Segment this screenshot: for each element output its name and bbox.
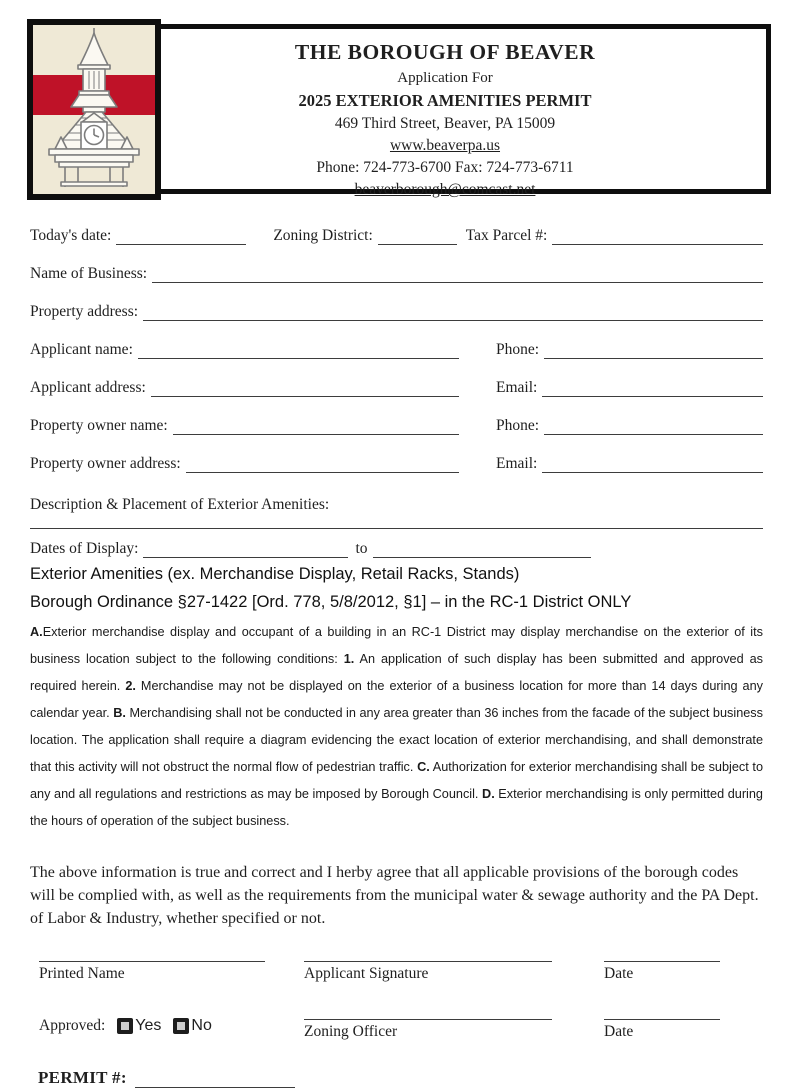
- yes-label: Yes: [135, 1016, 162, 1034]
- business-name-label: Name of Business:: [30, 265, 148, 282]
- borough-ordinance-heading: Borough Ordinance §27-1422 [Ord. 778, 5/8/2012, §1] – in the RC-1 District ONLY: [30, 593, 632, 611]
- signature-row-1: [39, 960, 763, 983]
- zoning-district-label: Zoning District:: [273, 227, 373, 244]
- display-start-date-blank[interactable]: [143, 540, 348, 558]
- date2-label: Date: [604, 1023, 634, 1040]
- clock-tower-logo-icon: [33, 25, 155, 194]
- affirmation-paragraph: The above information is true and correct and I herby agree that all applicable provisions of the borough codes will be complied with, as well as the requirements from the municipal water & sewage authority and the PA Dept. of Labor & Industry, whether specified or not.: [30, 864, 759, 927]
- permit-number-label: PERMIT #:: [38, 1068, 127, 1087]
- printed-name-blank[interactable]: [39, 960, 265, 962]
- borough-logo-frame: [27, 19, 161, 200]
- applicant-address-blank[interactable]: [151, 379, 459, 397]
- description-blank[interactable]: [30, 527, 763, 529]
- applicant-address-label: Applicant address:: [30, 379, 146, 396]
- form-header: [27, 19, 771, 200]
- borough-title: THE BOROUGH OF BEAVER: [294, 40, 596, 64]
- applicant-signature-blank[interactable]: [304, 960, 552, 962]
- applicant-email-label: Email:: [496, 379, 538, 396]
- permit-application-form: [0, 19, 791, 1087]
- spacer: [304, 995, 552, 1018]
- row-applicant-name: [30, 341, 763, 359]
- checkbox-inner: [177, 1022, 185, 1030]
- row-owner-address: [30, 455, 763, 473]
- application-for-label: Application For: [397, 69, 493, 86]
- approved-yes-checkbox[interactable]: [117, 1018, 133, 1034]
- ordinance-paragraph: A.Exterior merchandise display and occupant of a building in an RC-1 District may display merchandise on the exterior of its business location subject to the following conditions: 1. An application of such display has been submitted and approved as required herein. 2. Merchandise may not be displayed on the exterior of a business location for more than 14 days during any calendar year. B. Merchandising shall not be conducted in any area greater than 36 inches from the facade of the subject business location. The application shall require a diagram evidencing the exact location of exterior merchandising, and shall demonstrate that this activity will not obstruct the normal flow of pedestrian traffic. C. Authorization for exterior merchandising shall be subject to any and all regulations and restrictions as may be imposed by Borough Council. D. Exterior merchandising is only permitted during the hours of operation of the subject business.: [30, 625, 764, 828]
- applicant-name-blank[interactable]: [138, 341, 459, 359]
- dates-of-display-label: Dates of Display:: [30, 540, 139, 557]
- description-label: Description & Placement of Exterior Amenities:: [30, 496, 330, 513]
- display-end-date-blank[interactable]: [373, 540, 591, 558]
- row-property-address: [30, 303, 763, 321]
- permit-number-blank[interactable]: [135, 1070, 295, 1088]
- owner-email-blank[interactable]: [542, 455, 763, 473]
- form-body: [0, 227, 791, 1088]
- phone-fax-line: Phone: 724-773-6700 Fax: 724-773-6711: [316, 159, 574, 177]
- approved-label: Approved:: [39, 1016, 106, 1034]
- permit-title: 2025 EXTERIOR AMENITIES PERMIT: [298, 91, 592, 111]
- business-name-blank[interactable]: [152, 265, 763, 283]
- owner-name-label: Property owner name:: [30, 417, 168, 434]
- zoning-officer-label: Zoning Officer: [304, 1023, 398, 1040]
- to-label: to: [355, 540, 368, 557]
- date2-blank[interactable]: [604, 1018, 720, 1020]
- owner-name-blank[interactable]: [173, 417, 459, 435]
- printed-name-label: Printed Name: [39, 965, 125, 982]
- property-address-blank[interactable]: [143, 303, 763, 321]
- applicant-name-label: Applicant name:: [30, 341, 133, 358]
- applicant-phone-blank[interactable]: [544, 341, 763, 359]
- owner-phone-label: Phone:: [496, 417, 540, 434]
- website-link[interactable]: www.beaverpa.us: [389, 136, 501, 154]
- email-link[interactable]: beaverborough@comcast.net: [354, 181, 536, 199]
- owner-phone-blank[interactable]: [544, 417, 763, 435]
- no-label: No: [191, 1016, 212, 1034]
- row-dates-of-display: [30, 540, 763, 558]
- owner-email-label: Email:: [496, 455, 538, 472]
- tax-parcel-blank[interactable]: [552, 227, 763, 245]
- owner-address-label: Property owner address:: [30, 455, 181, 472]
- date1-blank[interactable]: [604, 960, 720, 962]
- checkbox-inner: [121, 1022, 129, 1030]
- approved-group: [39, 1010, 265, 1041]
- todays-date-blank[interactable]: [116, 227, 246, 245]
- applicant-phone-label: Phone:: [496, 341, 540, 358]
- tax-parcel-label: Tax Parcel #:: [465, 227, 548, 244]
- owner-address-blank[interactable]: [186, 455, 459, 473]
- permit-number-row: [38, 1068, 763, 1088]
- spacer: [604, 995, 720, 1018]
- row-business-name: [30, 265, 763, 283]
- todays-date-label: Today's date:: [30, 227, 112, 244]
- borough-address: 469 Third Street, Beaver, PA 15009: [334, 114, 556, 132]
- applicant-signature-label: Applicant Signature: [304, 965, 429, 982]
- row-owner-name: [30, 417, 763, 435]
- zoning-district-blank[interactable]: [378, 227, 457, 245]
- property-address-label: Property address:: [30, 303, 139, 320]
- date1-label: Date: [604, 965, 634, 982]
- row-date-zoning-parcel: [30, 227, 763, 245]
- approved-no-checkbox[interactable]: [173, 1018, 189, 1034]
- zoning-officer-blank[interactable]: [304, 1018, 552, 1020]
- row-applicant-address: [30, 379, 763, 397]
- exterior-amenities-heading: Exterior Amenities (ex. Merchandise Display, Retail Racks, Stands): [30, 565, 520, 583]
- header-text-block: [164, 29, 766, 202]
- applicant-email-blank[interactable]: [542, 379, 763, 397]
- signature-row-2: [39, 995, 763, 1041]
